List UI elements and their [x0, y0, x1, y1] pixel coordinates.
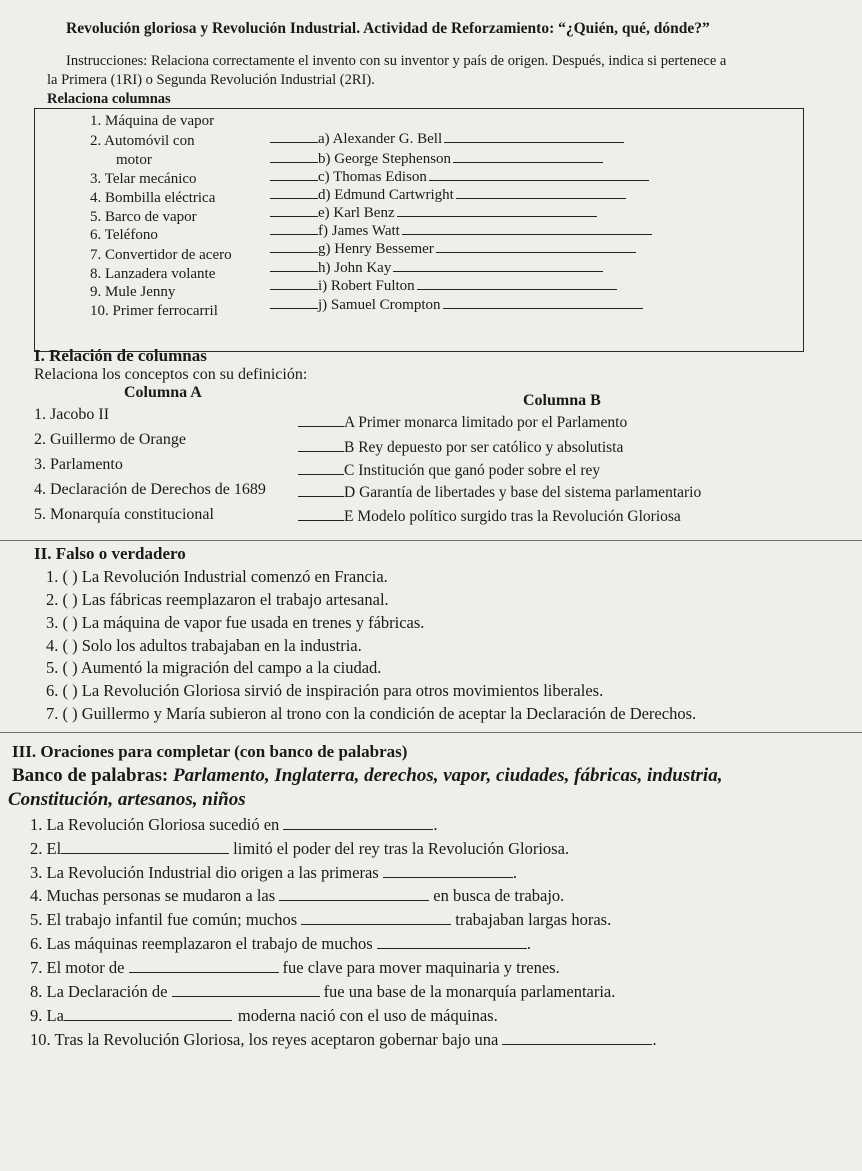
- answer-blank[interactable]: [298, 462, 344, 475]
- section-1-heading: I. Relación de columnas: [34, 346, 207, 365]
- invention-item: 3. Telar mecánico: [90, 171, 197, 187]
- fill-blank[interactable]: [383, 863, 513, 878]
- instructions-line-2: la Primera (1RI) o Segunda Revolución Industrial (2RI).: [47, 72, 375, 88]
- true-false-item[interactable]: 1. ( ) La Revolución Industrial comenzó en Francia.: [46, 567, 388, 586]
- column-a-item: 1. Jacobo II: [34, 406, 110, 423]
- true-false-item[interactable]: 2. ( ) Las fábricas reemplazaron el trabajo artesanal.: [46, 590, 389, 609]
- inventor-row: b) George Stephenson: [270, 150, 603, 167]
- fill-blank[interactable]: [301, 910, 451, 925]
- fill-blank[interactable]: [279, 886, 429, 901]
- inventor-row: g) Henry Bessemer: [270, 240, 636, 257]
- column-b-row: C Institución que ganó poder sobre el rey: [298, 462, 600, 480]
- invention-item: 2. Automóvil con: [90, 133, 195, 149]
- inventor-row: a) Alexander G. Bell: [270, 130, 624, 147]
- inventor-row: e) Karl Benz: [270, 204, 597, 221]
- worksheet-title: Revolución gloriosa y Revolución Industrial. Actividad de Reforzamiento: “¿Quién, qué, dónde?”: [66, 20, 710, 37]
- answer-blank[interactable]: [270, 222, 318, 235]
- word-bank-line-2: Constitución, artesanos, niños: [8, 789, 246, 810]
- fill-blank[interactable]: [283, 815, 433, 830]
- relaciona-columnas-label: Relaciona columnas: [47, 91, 171, 107]
- invention-item: 10. Primer ferrocarril: [90, 303, 218, 319]
- true-false-item[interactable]: 5. ( ) Aumentó la migración del campo a la ciudad.: [46, 658, 382, 677]
- true-false-item[interactable]: 6. ( ) La Revolución Gloriosa sirvió de inspiración para otros movimientos liberales.: [46, 681, 604, 700]
- sentence: 1. La Revolución Gloriosa sucedió en .: [30, 815, 438, 834]
- column-b-row: E Modelo político surgido tras la Revolución Gloriosa: [298, 508, 681, 526]
- answer-blank[interactable]: [270, 168, 318, 181]
- sentence: 9. La moderna nació con el uso de máquinas.: [30, 1006, 498, 1025]
- answer-blank[interactable]: [298, 439, 344, 452]
- inventor-row: f) James Watt: [270, 222, 652, 239]
- true-false-item[interactable]: 3. ( ) La máquina de vapor fue usada en trenes y fábricas.: [46, 613, 425, 632]
- invention-item: 6. Teléfono: [90, 227, 158, 243]
- instructions-line-1: Instrucciones: Relaciona correctamente el invento con su inventor y país de origen. Después, indica si pertenece a: [66, 53, 727, 69]
- column-a-item: 5. Monarquía constitucional: [34, 506, 214, 523]
- inventor-row: c) Thomas Edison: [270, 168, 649, 185]
- section-1-instruction: Relaciona los conceptos con su definición:: [34, 366, 308, 383]
- column-a-item: 2. Guillermo de Orange: [34, 431, 186, 448]
- fill-blank[interactable]: [502, 1030, 652, 1045]
- invention-item: 4. Bombilla eléctrica: [90, 190, 216, 206]
- inventor-row: h) John Kay: [270, 259, 603, 276]
- sentence: 10. Tras la Revolución Gloriosa, los reyes aceptaron gobernar bajo una .: [30, 1030, 657, 1049]
- inventor-row: d) Edmund Cartwright: [270, 186, 626, 203]
- column-a-item: 4. Declaración de Derechos de 1689: [34, 481, 266, 498]
- invention-item: motor: [116, 152, 152, 168]
- true-false-item[interactable]: 7. ( ) Guillermo y María subieron al trono con la condición de aceptar la Declaración de Derechos.: [46, 704, 697, 723]
- inventor-row: i) Robert Fulton: [270, 277, 617, 294]
- column-b-title: Columna B: [523, 392, 601, 409]
- answer-blank[interactable]: [270, 277, 318, 290]
- fill-blank[interactable]: [64, 1006, 232, 1021]
- answer-blank[interactable]: [270, 204, 318, 217]
- answer-blank[interactable]: [298, 484, 344, 497]
- column-b-row: A Primer monarca limitado por el Parlamento: [298, 414, 627, 432]
- invention-item: 1. Máquina de vapor: [90, 113, 215, 129]
- divider: [0, 732, 862, 733]
- answer-blank[interactable]: [270, 296, 318, 309]
- column-a-title: Columna A: [124, 384, 202, 401]
- answer-blank[interactable]: [270, 186, 318, 199]
- fill-blank[interactable]: [172, 982, 320, 997]
- fill-blank[interactable]: [377, 934, 527, 949]
- answer-blank[interactable]: [270, 130, 318, 143]
- sentence: 4. Muchas personas se mudaron a las en busca de trabajo.: [30, 886, 565, 905]
- invention-item: 7. Convertidor de acero: [90, 247, 232, 263]
- word-bank-line-1: Banco de palabras: Parlamento, Inglaterra, derechos, vapor, ciudades, fábricas, industria,: [12, 765, 723, 786]
- section-3-heading: III. Oraciones para completar (con banco de palabras): [12, 742, 408, 761]
- sentence: 5. El trabajo infantil fue común; muchos trabajaban largas horas.: [30, 910, 612, 929]
- fill-blank[interactable]: [129, 958, 279, 973]
- sentence: 8. La Declaración de fue una base de la monarquía parlamentaria.: [30, 982, 616, 1001]
- column-b-row: D Garantía de libertades y base del sistema parlamentario: [298, 484, 701, 502]
- true-false-item[interactable]: 4. ( ) Solo los adultos trabajaban en la industria.: [46, 636, 362, 655]
- invention-item: 9. Mule Jenny: [90, 284, 176, 300]
- invention-item: 8. Lanzadera volante: [90, 266, 216, 282]
- column-b-row: B Rey depuesto por ser católico y absolutista: [298, 439, 623, 457]
- invention-item: 5. Barco de vapor: [90, 209, 197, 225]
- answer-blank[interactable]: [298, 508, 344, 521]
- sentence: 3. La Revolución Industrial dio origen a las primeras .: [30, 863, 517, 882]
- sentence: 6. Las máquinas reemplazaron el trabajo de muchos .: [30, 934, 531, 953]
- sentence: 7. El motor de fue clave para mover maquinaria y trenes.: [30, 958, 560, 977]
- answer-blank[interactable]: [270, 259, 318, 272]
- answer-blank[interactable]: [270, 240, 318, 253]
- column-a-item: 3. Parlamento: [34, 456, 123, 473]
- answer-blank[interactable]: [270, 150, 318, 163]
- divider: [0, 540, 862, 541]
- inventor-row: j) Samuel Crompton: [270, 296, 643, 313]
- section-2-heading: II. Falso o verdadero: [34, 544, 186, 563]
- answer-blank[interactable]: [298, 414, 344, 427]
- sentence: 2. El limitó el poder del rey tras la Revolución Gloriosa.: [30, 839, 570, 858]
- fill-blank[interactable]: [61, 839, 229, 854]
